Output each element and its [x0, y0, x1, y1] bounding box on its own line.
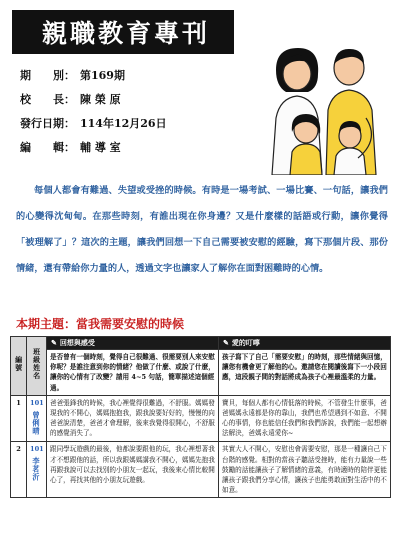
prompt-row: [11, 350, 391, 396]
pencil-icon: ✎: [51, 338, 57, 347]
issue-row: 期 別： 第169期: [20, 69, 125, 82]
editor-row: 編 輯： 輔 導 室: [20, 141, 121, 154]
col-student-header: ✎ 回想與感受: [47, 337, 219, 350]
class-name-cell: [27, 395, 47, 442]
student-name: 曾俐晴: [32, 410, 41, 436]
table-row: [11, 395, 391, 442]
principal-row: 校 長： 陳 榮 原: [20, 93, 121, 106]
intro-paragraph: 每個人都會有難過、失望或受挫的時候。有時是一場考試、一場比賽、一句話，讓我們的心變得沈甸甸。在那些時刻，有誰出現在你身邊？又是什麼樣的話語或行動，讓你覺得「被理解了」？這次的主題，讓我們回想一下自己需要被安慰的經驗，寫下那個片段、那份情緒，還有帶給你力量的人，透過文字也讓家人了解你在面對困難時的心情。: [16, 185, 388, 274]
date-row: 發行日期： 114年12月26日: [20, 117, 167, 130]
parent-response: 寶貝，每個人都有心情低落的時候，不管發生什麼事，爸爸媽媽永遠都是你的靠山，我們也希望遇到不如意、不開心的事情，你也能信任我們和我們訴說，我們能一起想辦法解決，爸媽永遠愛你~: [219, 395, 391, 442]
class-code: 101: [30, 445, 44, 454]
table-row: [11, 442, 391, 498]
student-name: 李茗沂: [32, 457, 41, 483]
row-number: 1: [11, 395, 27, 442]
col-parent-header: ✎ 愛的叮嚀: [219, 337, 391, 350]
col-number-header: 編號: [11, 337, 27, 396]
title-banner: [12, 10, 234, 54]
table-header-row: [11, 337, 391, 350]
newsletter-title: 親職教育專刊: [42, 19, 211, 48]
student-prompt: 是否曾有一個時刻，覺得自己很難過、很需要別人來安慰你呢？是誰注意到你的情緒？他做了什麼、或說了什麼，讓你的心情有了改變？請用 4~5 句話，簡單描述這個經過。: [47, 350, 219, 396]
col-class-header: 班級姓名: [27, 337, 47, 396]
theme-heading: 本期主題：當我需要安慰的時候: [16, 317, 185, 331]
class-name-cell: [27, 442, 47, 498]
row-number: 2: [11, 442, 27, 498]
parent-prompt: 孩子寫下了自己「需要安慰」的時刻，那些情緒與回憶，讓您有機會更了解他的心。邀請您在閱讀後寫下一小段回應，這段親子間的對話將成為孩子心裡最溫柔的力量。: [219, 350, 391, 396]
sharing-table: [10, 336, 391, 498]
class-code: 101: [30, 398, 44, 407]
pencil-icon: ✎: [223, 338, 229, 347]
issue-info: [20, 64, 167, 160]
student-response: 爸爸張鋒我的時候，我心裡覺得很難過，不舒服。媽媽發現我的不開心，媽媽抱抱我，跟我說要好好的，慢慢的向爸爸說清楚，爸爸才會理解，後來我覺得很開心，不舒服的感覺消失了。: [47, 395, 219, 442]
parent-response: 其實大人不開心，安慰也會需要安慰，那是一種讓自己下台階的感覺。相對的當孩子聽話受挫時，能有力量說一些鼓勵的話能讓孩子了解情緒的意義，有時適時的陪伴更能讓孩子跟我們分享心情，讓孩子也能勇敢面對生活中的不如意。: [219, 442, 391, 498]
family-illustration: [246, 40, 396, 175]
student-response: 跟同學玩遊戲的最後，他都說要跟他的玩，我心裡想著我才不想跟他的話，所以我跟媽媽講我不開心，媽媽先抱我再跟我說可以去找別的小朋友一起玩，我後來心情比較開心了，再找其他的小朋友玩遊戲。: [47, 442, 219, 498]
